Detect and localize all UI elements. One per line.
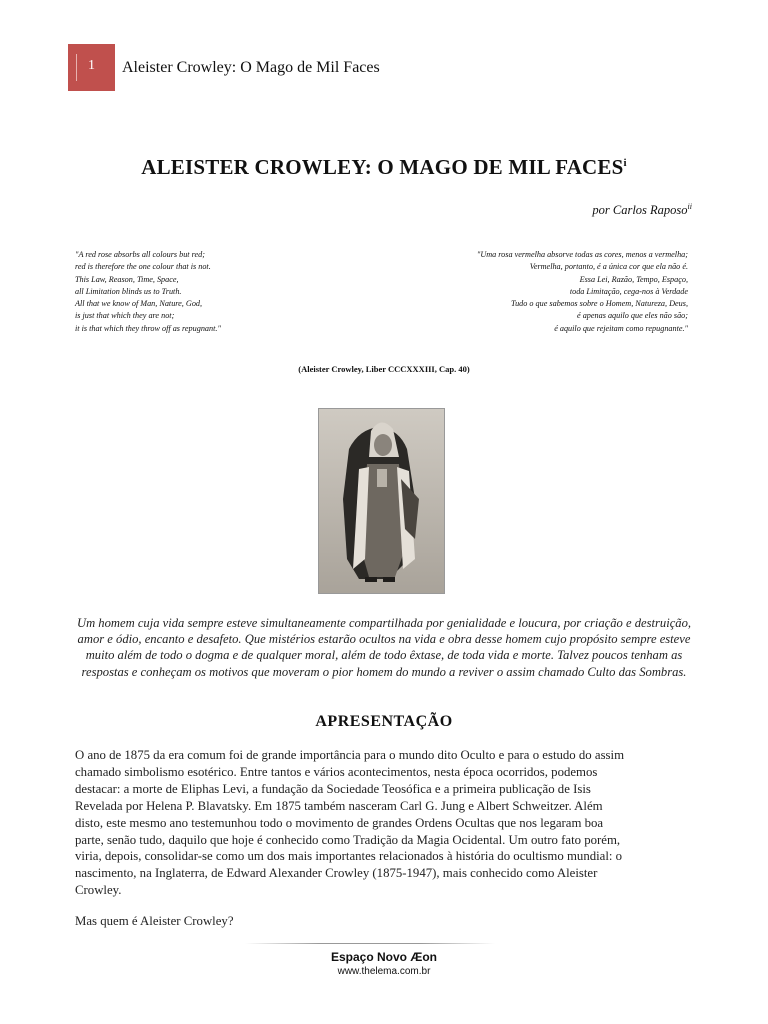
page-number: 1	[88, 58, 95, 73]
running-title: Aleister Crowley: O Mago de Mil Faces	[122, 59, 380, 76]
epigraph-line: all Limitation blinds us to Truth.	[75, 286, 182, 296]
paragraph-line: viria, depois, consolidar-se como um dos mais importantes relacionados à história do ocultismo mundial: o	[75, 849, 623, 864]
paragraph-line: disto, este mesmo ano testemunhou todo o movimento de grandes Ordens Ocultas que nos legaram boa	[75, 815, 604, 830]
paragraph-line: Revelada por Helena P. Blavatsky. Em 1875 também nasceram Carl G. Jung e Albert Schweitzer. Além	[75, 798, 603, 813]
portrait-figure-drawing	[319, 409, 444, 593]
paragraph-line: destacar: a morte de Eliphas Levi, a fundação da Sociedade Teosófica e a primeira publicação de Isis	[75, 781, 591, 796]
paragraph-line: Crowley.	[75, 883, 122, 898]
epigraph-line: Essa Lei, Razão, Tempo, Espaço,	[579, 274, 688, 284]
epigraph-line: é aquilo que rejeitam como repugnante."	[554, 323, 688, 333]
epigraph-citation: (Aleister Crowley, Liber CCCXXXIII, Cap. 40)	[298, 364, 470, 374]
epigraph-line: red is therefore the one colour that is not.	[75, 262, 211, 272]
badge-divider	[76, 54, 77, 81]
byline-footnote-mark[interactable]: ii	[687, 202, 692, 211]
epigraph-line: All that we know of Man, Nature, God,	[75, 299, 203, 309]
page-number-badge	[68, 44, 115, 91]
epigraph-line: "Uma rosa vermelha absorve todas as cores, menos a vermelha;	[476, 250, 688, 259]
title-footnote-mark[interactable]: i	[623, 157, 627, 169]
epigraph-line: This Law, Reason, Time, Space,	[75, 274, 179, 284]
intro-caption: Um homem cuja vida sempre esteve simultaneamente compartilhada por genialidade e loucura, por criação e destruição, amor e ódio, encanto e desafeto. Que mistérios estarão ocultos na vida e obra desse homem cujo propósito sempre esteve muito além de todo o dogma e de qualquer moral, além de todo êxtase, de toda vida e morte. Talvez poucos tenham as respostas e conheçam os motivos que moveram o pior homem do mundo a reviver o assim chamado Culto das Sombras.	[76, 616, 692, 679]
closing-question: Mas quem é Aleister Crowley?	[75, 914, 234, 928]
epigraph-english	[75, 249, 375, 335]
paragraph-line: chamado simbolismo esotérico. Entre tantos e vários acontecimentos, nesta época ocorridos, podemos	[75, 764, 598, 779]
paragraph-line: nascimento, na Inglaterra, de Edward Alexander Crowley (1875-1947), mais conhecido como Aleister	[75, 866, 598, 881]
epigraph-line: "A red rose absorbs all colours but red;	[75, 250, 205, 259]
epigraph-line: it is that which they throw off as repugnant."	[75, 323, 221, 333]
footer-url-link[interactable]: www.thelema.com.br	[337, 966, 431, 977]
document-title	[0, 155, 768, 180]
body-paragraph	[75, 747, 700, 899]
paragraph-line: O ano de 1875 da era comum foi de grande importância para o mundo dito Oculto e para o estudo do assim	[75, 748, 625, 762]
author-byline	[592, 202, 692, 218]
section-heading: APRESENTAÇÃO	[315, 713, 453, 730]
portrait-photo	[318, 408, 445, 594]
epigraph-line: é apenas aquilo que eles não são;	[577, 311, 688, 321]
epigraph-line: Vermelha, portanto, é a única cor que ela não é.	[529, 262, 688, 272]
epigraph-line: Tudo o que sabemos sobre o Homem, Natureza, Deus,	[510, 299, 688, 309]
footer-divider	[245, 943, 495, 944]
document-title-text: ALEISTER CROWLEY: O MAGO DE MIL FACES	[141, 155, 624, 179]
byline-text: por Carlos Raposo	[592, 203, 688, 218]
footer-publisher: Espaço Novo Æon	[330, 950, 437, 964]
paragraph-line: parte, senão tudo, daquilo que hoje é conhecido como Tradição da Magia Ocidental. Um outro fato porém,	[75, 832, 621, 847]
epigraph-line: toda Limitação, cega-nos à Verdade	[569, 286, 688, 296]
epigraph-line: is just that which they are not;	[75, 311, 175, 321]
epigraph-portuguese	[358, 249, 688, 335]
